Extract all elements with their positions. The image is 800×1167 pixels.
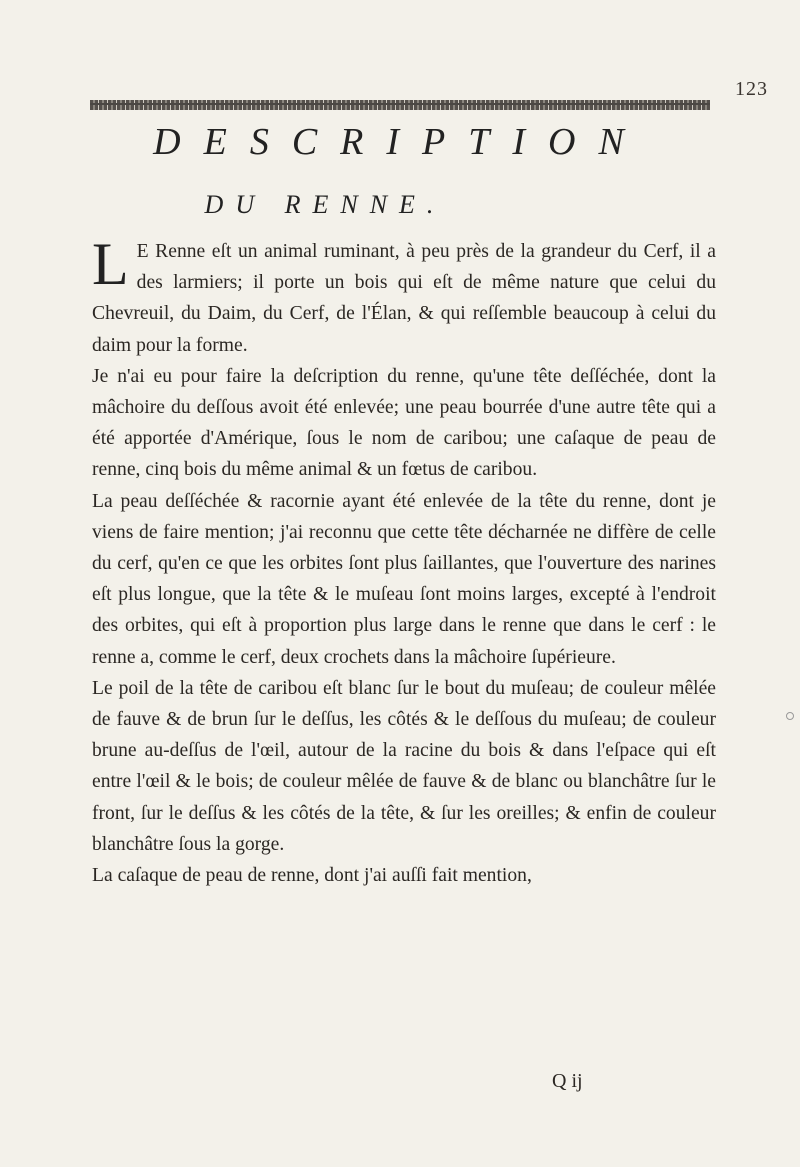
header-ornament-rule xyxy=(90,100,710,110)
chapter-subheading: DU RENNE. xyxy=(204,190,446,219)
drop-cap: L xyxy=(92,231,129,297)
paragraph-1-text: E Renne eſt un animal ruminant, à peu près de la grandeur du Cerf, il a des larmiers; il porte un bois qui eſt de même nature que celui du Chevreuil, du Daim, du Cerf, de l'Élan, & qui reſſemble beaucoup à celui du daim pour la forme. xyxy=(92,241,716,356)
paragraph-3: La peau deſſéchée & racornie ayant été enlevée de la tête du renne, dont je viens de faire mention; j'ai reconnu que cette tête décharnée ne diffère de celle du cerf, qu'en ce que les orbites ſont plus ſaillantes, que l'ouverture des narines eſt plus longue, que la tête & le muſeau ſont moins larges, excepté à l'endroit des orbites, qui eſt à proportion plus large dans le renne que dans le cerf : le renne a, comme le cerf, deux crochets dans la mâchoire ſupérieure. xyxy=(92,490,716,668)
paragraph-4: Le poil de la tête de caribou eſt blanc ſur le bout du muſeau; de couleur mêlée de fauve & de brun ſur le deſſus, les côtés & le deſſous du muſeau; de couleur brune au-deſſus de l'œil, autour de la racine du bois & dans l'eſpace qui eſt entre l'œil & le bois; de couleur mêlée de fauve & de blanc ou blanchâtre ſur le front, ſur le deſſus & les côtés de la tête, & ſur les oreilles; & enfin de couleur blanchâtre ſous la gorge. xyxy=(92,677,716,855)
paragraph-2: Je n'ai eu pour faire la deſcription du renne, qu'une tête deſſéchée, dont la mâchoire du deſſous avoit été enlevée; une peau bourrée d'une autre tête qui a été apportée d'Amérique, ſous le nom de caribou; une caſaque de peau de renne, cinq bois du même animal & un fœtus de caribou. xyxy=(92,365,716,481)
chapter-heading: DESCRIPTION xyxy=(153,121,647,163)
paragraph-1 xyxy=(92,231,716,361)
catchword-signature: Q ij xyxy=(552,1070,583,1092)
page-number: 123 xyxy=(735,78,768,100)
body-text xyxy=(92,231,716,891)
paragraph-5: La caſaque de peau de renne, dont j'ai auſſi fait mention, xyxy=(92,865,532,887)
margin-binding-hole xyxy=(786,712,794,720)
